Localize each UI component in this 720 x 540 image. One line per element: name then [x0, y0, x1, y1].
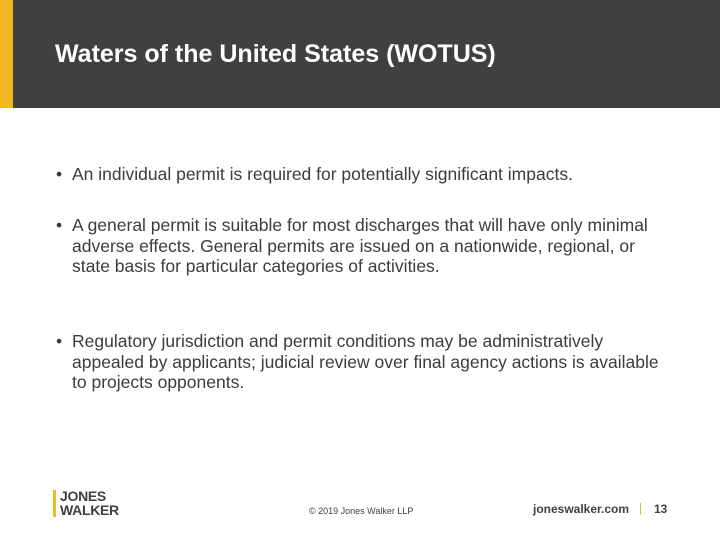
header-accent-bar: [0, 0, 13, 108]
page-number: 13: [654, 502, 668, 516]
logo-accent-bar: [53, 490, 56, 517]
bullet-item: • Regulatory jurisdiction and permit conditions may be administratively appealed by applicants; judicial review over final agency actions is available to projects opponents.: [55, 331, 672, 393]
website-link[interactable]: joneswalker.com: [533, 502, 630, 516]
footer-separator: [640, 503, 641, 515]
jones-walker-logo: [53, 488, 133, 518]
bullet-item: • A general permit is suitable for most discharges that will have only minimal adverse effects. General permits are issued on a nationwide, regional, or state basis for particular categories of activities.: [55, 215, 672, 277]
slide-header: [0, 0, 720, 108]
slide-title: Waters of the United States (WOTUS): [55, 40, 496, 68]
logo-text-line1: JONES: [60, 488, 106, 504]
logo-text-line2: WALKER: [60, 502, 119, 518]
copyright-notice: © 2019 Jones Walker LLP: [309, 506, 414, 516]
bullet-item: • An individual permit is required for potentially significant impacts.: [55, 164, 672, 185]
